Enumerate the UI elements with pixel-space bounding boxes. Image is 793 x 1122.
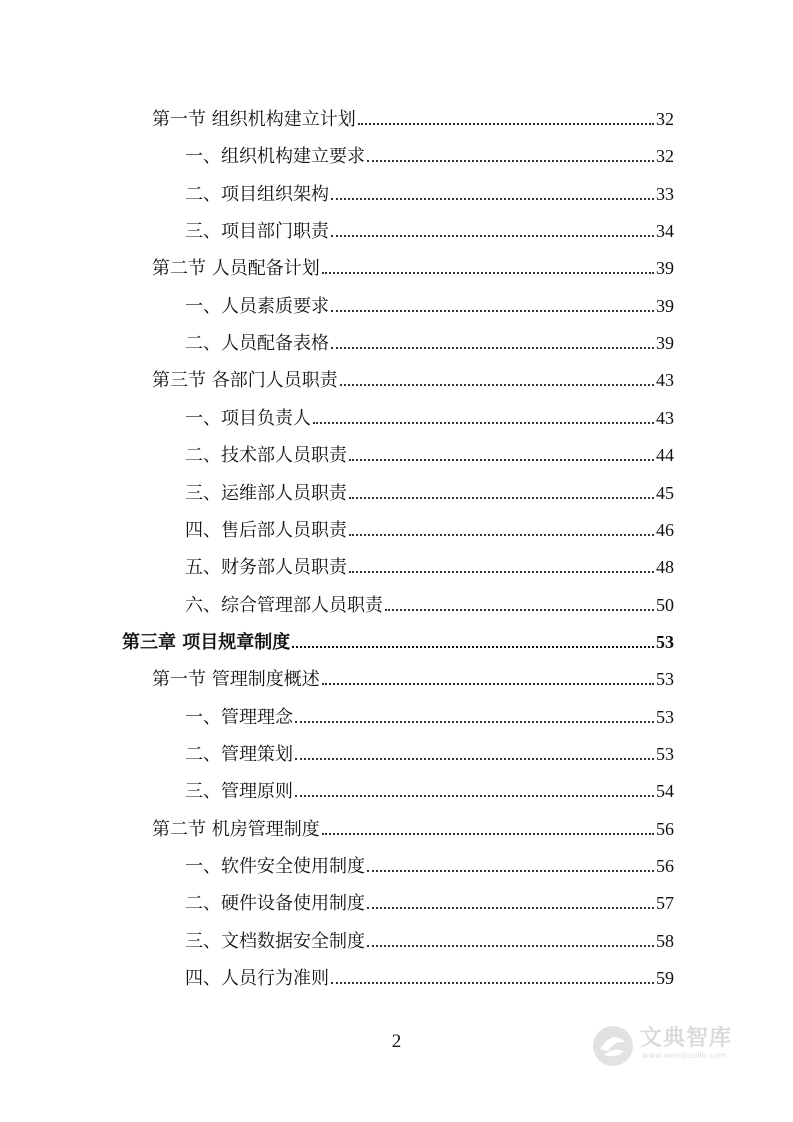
toc-entry-title: 四、售后部人员职责	[185, 520, 347, 541]
toc-leader-dots	[331, 347, 654, 349]
toc-leader-dots	[322, 272, 654, 274]
toc-entry-title: 五、财务部人员职责	[185, 557, 347, 578]
toc-subsection-entry[interactable]	[185, 777, 674, 805]
toc-subsection-entry[interactable]	[185, 479, 674, 507]
toc-entry-page: 58	[656, 931, 674, 951]
toc-entry-page: 39	[656, 296, 674, 316]
toc-entry-page: 48	[656, 557, 674, 577]
toc-leader-dots	[340, 384, 654, 386]
toc-entry-title: 第二节 人员配备计划	[152, 258, 320, 279]
toc-subsection-entry[interactable]	[185, 329, 674, 357]
toc-subsection-entry[interactable]	[185, 217, 674, 245]
toc-subsection-entry[interactable]	[185, 142, 674, 170]
toc-leader-dots	[367, 160, 654, 162]
toc-entry-title: 三、项目部门职责	[185, 221, 329, 242]
toc-entry-page: 56	[656, 819, 674, 839]
toc-subsection-entry[interactable]	[185, 852, 674, 880]
toc-entry-title: 二、技术部人员职责	[185, 445, 347, 466]
toc-leader-dots	[313, 422, 654, 424]
toc-entry-page: 53	[656, 707, 674, 727]
toc-entry-title: 第二节 机房管理制度	[152, 819, 320, 840]
toc-leader-dots	[295, 795, 654, 797]
toc-entry-page: 45	[656, 483, 674, 503]
toc-leader-dots	[358, 123, 654, 125]
toc-subsection-entry[interactable]	[185, 292, 674, 320]
toc-leader-dots	[349, 459, 654, 461]
watermark-url: www.wendiuolib.com	[642, 1051, 727, 1060]
toc-entry-page: 59	[656, 968, 674, 988]
toc-entry-title: 二、人员配备表格	[185, 333, 329, 354]
toc-entry-page: 32	[656, 109, 674, 129]
toc-entry-title: 一、项目负责人	[185, 408, 311, 429]
toc-section-entry[interactable]	[152, 254, 674, 282]
toc-entry-page: 54	[656, 781, 674, 801]
toc-entry-title: 第三章 项目规章制度	[122, 632, 291, 653]
toc-section-entry[interactable]	[152, 366, 674, 394]
wendian-logo-icon	[590, 1023, 636, 1069]
toc-entry-page: 53	[656, 669, 674, 689]
toc-entry-title: 第一节 组织机构建立计划	[152, 109, 356, 130]
toc-entry-page: 46	[656, 520, 674, 540]
toc-entry-title: 一、组织机构建立要求	[185, 146, 365, 167]
toc-entry-title: 一、管理理念	[185, 707, 293, 728]
toc-entry-title: 第三节 各部门人员职责	[152, 370, 338, 391]
toc-entry-page: 39	[656, 258, 674, 278]
toc-leader-dots	[322, 833, 654, 835]
toc-leader-dots	[331, 310, 654, 312]
toc-entry-page: 39	[656, 333, 674, 353]
toc-leader-dots	[367, 945, 654, 947]
toc-entry-title: 二、硬件设备使用制度	[185, 893, 365, 914]
toc-entry-page: 32	[656, 146, 674, 166]
toc-leader-dots	[367, 870, 654, 872]
toc-subsection-entry[interactable]	[185, 516, 674, 544]
toc-subsection-entry[interactable]	[185, 740, 674, 768]
toc-entry-title: 二、项目组织架构	[185, 184, 329, 205]
watermark	[588, 1017, 758, 1077]
toc-subsection-entry[interactable]	[185, 591, 674, 619]
toc-leader-dots	[331, 235, 654, 237]
toc-leader-dots	[331, 198, 654, 200]
toc-entry-title: 一、人员素质要求	[185, 296, 329, 317]
toc-leader-dots	[295, 758, 654, 760]
toc-section-entry[interactable]	[152, 815, 674, 843]
toc-entry-page: 43	[656, 408, 674, 428]
toc-entry-page: 53	[656, 632, 674, 652]
toc-entry-page: 33	[656, 184, 674, 204]
toc-leader-dots	[349, 497, 654, 499]
toc-leader-dots	[295, 721, 654, 723]
toc-subsection-entry[interactable]	[185, 703, 674, 731]
toc-entry-title: 四、人员行为准则	[185, 968, 329, 989]
toc-entry-title: 二、管理策划	[185, 744, 293, 765]
toc-entry-page: 44	[656, 445, 674, 465]
toc-section-entry[interactable]	[152, 105, 674, 133]
toc-section-entry[interactable]	[152, 665, 674, 693]
toc-entry-page: 43	[656, 370, 674, 390]
toc-subsection-entry[interactable]	[185, 889, 674, 917]
page-number: 2	[391, 1031, 402, 1052]
toc-leader-dots	[385, 609, 654, 611]
toc-entry-page: 57	[656, 893, 674, 913]
toc-subsection-entry[interactable]	[185, 180, 674, 208]
toc-leader-dots	[367, 907, 654, 909]
toc-subsection-entry[interactable]	[185, 964, 674, 992]
toc-entry-page: 34	[656, 221, 674, 241]
toc-leader-dots	[331, 982, 654, 984]
toc-leader-dots	[349, 571, 654, 573]
toc-entry-title: 一、软件安全使用制度	[185, 856, 365, 877]
toc-entry-title: 六、综合管理部人员职责	[185, 595, 383, 616]
toc-leader-dots	[322, 683, 654, 685]
toc-chapter-entry[interactable]	[122, 628, 674, 656]
watermark-text: 文典智库	[640, 1026, 733, 1051]
toc-entry-page: 53	[656, 744, 674, 764]
toc-entry-page: 50	[656, 595, 674, 615]
toc-entry-title: 三、管理原则	[185, 781, 293, 802]
toc-leader-dots	[292, 646, 654, 648]
toc-subsection-entry[interactable]	[185, 441, 674, 469]
toc-entry-title: 三、文档数据安全制度	[185, 931, 365, 952]
toc-entry-title: 第一节 管理制度概述	[152, 669, 320, 690]
toc-leader-dots	[349, 534, 654, 536]
toc-entry-page: 56	[656, 856, 674, 876]
toc-entry-title: 三、运维部人员职责	[185, 483, 347, 504]
toc-subsection-entry[interactable]	[185, 553, 674, 581]
toc-subsection-entry[interactable]	[185, 404, 674, 432]
toc-subsection-entry[interactable]	[185, 927, 674, 955]
